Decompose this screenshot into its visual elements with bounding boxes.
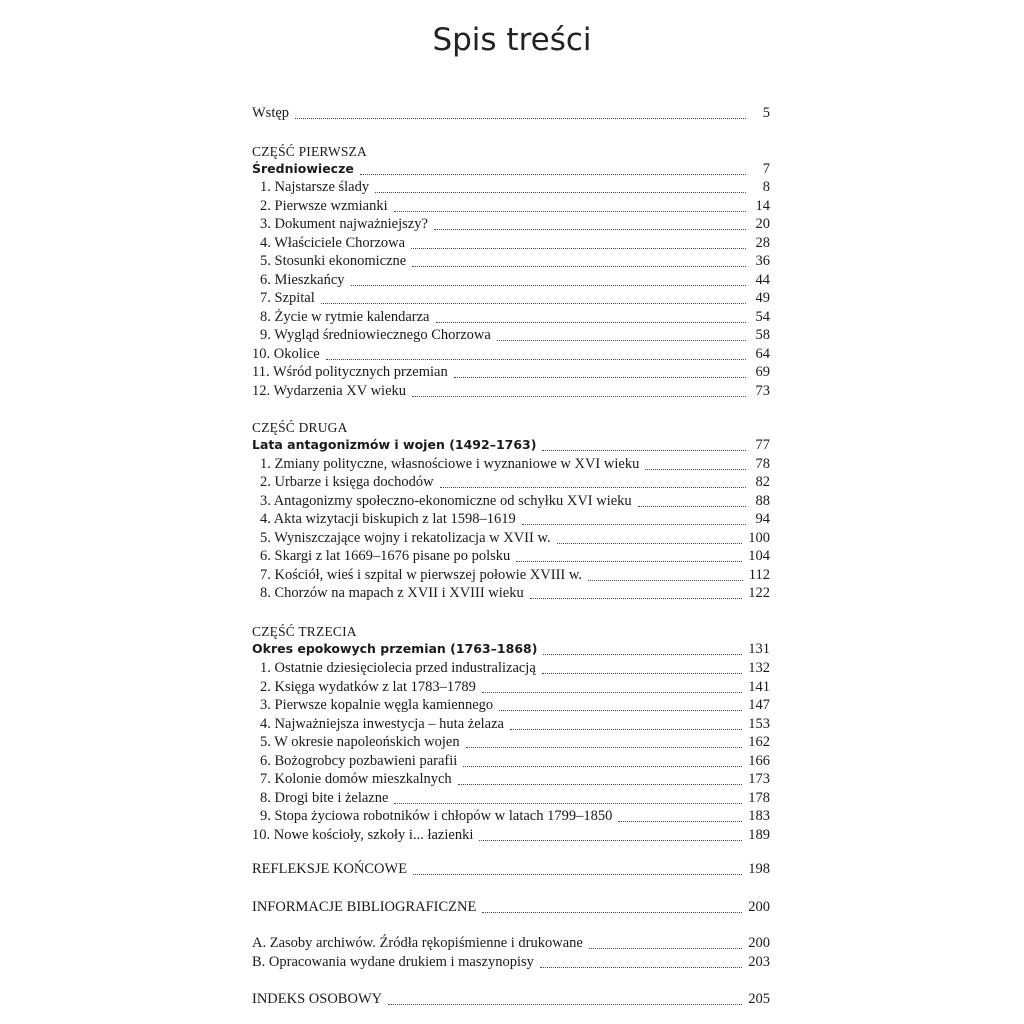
- dot-leader: [411, 248, 746, 249]
- toc-entry: [252, 694, 770, 714]
- page-number: 64: [755, 346, 770, 362]
- entry-label: 5. W okresie napoleońskich wojen: [260, 734, 460, 750]
- dot-leader: [394, 211, 746, 212]
- toc-entry: [252, 343, 770, 363]
- dot-leader: [436, 322, 747, 323]
- toc-entry: [252, 564, 770, 584]
- entry-label: 5. Stosunki ekonomiczne: [260, 253, 407, 269]
- page-number: 205: [748, 991, 770, 1007]
- entry-label: 4. Najważniejsza inwestycja – huta żelaza: [260, 716, 504, 732]
- page-number: 20: [755, 216, 770, 232]
- entry-label: 7. Kościół, wieś i szpital w pierwszej połowie XVIII w.: [260, 567, 583, 583]
- toc-entry: [252, 361, 770, 381]
- dot-leader: [482, 692, 742, 693]
- entry-label: 8. Chorzów na mapach z XVII i XVIII wieku: [260, 585, 524, 601]
- toc-entry: [252, 731, 770, 751]
- page-number: 183: [748, 808, 770, 824]
- toc-entry: [252, 306, 770, 326]
- toc-entry: [252, 232, 770, 252]
- page-number: 77: [755, 437, 770, 453]
- dot-leader: [618, 821, 742, 822]
- toc-entry: [252, 932, 770, 952]
- part-title: Lata antagonizmów i wojen (1492–1763): [252, 437, 537, 452]
- toc-entry: [252, 250, 770, 270]
- dot-leader: [434, 229, 746, 230]
- toc-entry: [252, 213, 770, 233]
- dot-leader: [321, 303, 746, 304]
- toc-entry: [252, 657, 770, 677]
- dot-leader: [295, 118, 746, 119]
- page-number: 132: [748, 660, 770, 676]
- dot-leader: [458, 784, 743, 785]
- part-heading: CZĘŚĆ DRUGA: [252, 420, 348, 435]
- part-title-row: [252, 638, 770, 658]
- toc-entry: [252, 768, 770, 788]
- entry-label: 9. Wygląd średniowiecznego Chorzowa: [260, 327, 491, 343]
- entry-label: 7. Kolonie domów mieszkalnych: [260, 771, 452, 787]
- page-number: 49: [755, 290, 770, 306]
- entry-label: 3. Antagonizmy społeczno-ekonomiczne od schyłku XVI wieku: [260, 493, 632, 509]
- dot-leader: [645, 469, 746, 470]
- page-number: 44: [755, 272, 770, 288]
- toc-entry: [252, 527, 770, 547]
- page-number: 58: [755, 327, 770, 343]
- dot-leader: [588, 580, 743, 581]
- dot-leader: [351, 285, 746, 286]
- toc-entry: [252, 676, 770, 696]
- entry-label: 1. Najstarsze ślady: [260, 179, 370, 195]
- page-number: 36: [755, 253, 770, 269]
- entry-label: 6. Mieszkańcy: [260, 272, 345, 288]
- page-number: 166: [748, 753, 770, 769]
- page-number: 141: [748, 679, 770, 695]
- page-number: 200: [748, 935, 770, 951]
- part-title-row: [252, 158, 770, 178]
- dot-leader: [454, 377, 746, 378]
- entry-label: REFLEKSJE KOŃCOWE: [252, 861, 408, 877]
- toc-entry: [252, 787, 770, 807]
- toc-entry: [252, 805, 770, 825]
- page-number: 189: [748, 827, 770, 843]
- entry-label: 8. Drogi bite i żelazne: [260, 790, 389, 806]
- toc-entry: [252, 490, 770, 510]
- dot-leader: [326, 359, 746, 360]
- dot-leader: [540, 967, 742, 968]
- dot-leader: [413, 874, 742, 875]
- dot-leader: [479, 840, 742, 841]
- toc-entry: [252, 750, 770, 770]
- entry-label: 2. Księga wydatków z lat 1783–1789: [260, 679, 476, 695]
- entry-label: 9. Stopa życiowa robotników i chłopów w latach 1799–1850: [260, 808, 613, 824]
- entry-label: B. Opracowania wydane drukiem i maszynopisy: [252, 954, 534, 970]
- entry-label: 12. Wydarzenia XV wieku: [252, 383, 407, 399]
- entry-label: INDEKS OSOBOWY: [252, 991, 383, 1007]
- dot-leader: [542, 673, 742, 674]
- entry-label: 10. Nowe kościoły, szkoły i... łazienki: [252, 827, 474, 843]
- page-number: 5: [762, 105, 770, 121]
- toc-entry-bibliography: [252, 896, 770, 916]
- entry-label: Wstęp: [252, 105, 290, 121]
- entry-label: 6. Bożogrobcy pozbawieni parafii: [260, 753, 458, 769]
- page-number: 153: [748, 716, 770, 732]
- part-title: Średniowiecze: [252, 161, 354, 176]
- entry-label: 8. Życie w rytmie kalendarza: [260, 309, 430, 325]
- toc-entry: [252, 713, 770, 733]
- entry-label: 3. Pierwsze kopalnie węgla kamiennego: [260, 697, 494, 713]
- dot-leader: [516, 561, 742, 562]
- page-number: 122: [748, 585, 770, 601]
- page-number: 73: [755, 383, 770, 399]
- page-number: 104: [748, 548, 770, 564]
- page-number: 8: [762, 179, 770, 195]
- part-title-row: [252, 434, 770, 454]
- dot-leader: [482, 912, 742, 913]
- entry-label: A. Zasoby archiwów. Źródła rękopiśmienne i drukowane: [252, 935, 583, 951]
- entry-label: 11. Wśród politycznych przemian: [252, 364, 448, 380]
- page-title: Spis treści: [432, 22, 592, 58]
- dot-leader: [542, 450, 746, 451]
- page-number: 94: [755, 511, 770, 527]
- dot-leader: [499, 710, 742, 711]
- toc-entry: [252, 287, 770, 307]
- dot-leader: [394, 803, 742, 804]
- dot-leader: [466, 747, 743, 748]
- part-title: Okres epokowych przemian (1763–1868): [252, 641, 538, 656]
- entry-label: 6. Skargi z lat 1669–1676 pisane po polsku: [260, 548, 511, 564]
- entry-label: 2. Pierwsze wzmianki: [260, 198, 388, 214]
- page-number: 14: [755, 198, 770, 214]
- page-number: 131: [748, 641, 770, 657]
- toc-entry: [252, 508, 770, 528]
- dot-leader: [440, 487, 746, 488]
- toc-entry: [252, 824, 770, 844]
- toc-entry-intro: [252, 102, 770, 122]
- dot-leader: [638, 506, 746, 507]
- part-heading: CZĘŚĆ PIERWSZA: [252, 144, 367, 159]
- entry-label: 4. Akta wizytacji biskupich z lat 1598–1619: [260, 511, 516, 527]
- dot-leader: [530, 598, 743, 599]
- page-number: 82: [755, 474, 770, 490]
- entry-label: 3. Dokument najważniejszy?: [260, 216, 428, 232]
- entry-label: 7. Szpital: [260, 290, 315, 306]
- page-number: 88: [755, 493, 770, 509]
- page-number: 69: [755, 364, 770, 380]
- page-number: 200: [748, 899, 770, 915]
- toc-entry: [252, 582, 770, 602]
- dot-leader: [463, 766, 742, 767]
- page-number: 178: [748, 790, 770, 806]
- toc-entry: [252, 453, 770, 473]
- entry-label: 4. Właściciele Chorzowa: [260, 235, 406, 251]
- toc-entry: [252, 195, 770, 215]
- toc-entry-index: [252, 988, 770, 1008]
- entry-label: 2. Urbarze i księga dochodów: [260, 474, 434, 490]
- dot-leader: [360, 174, 746, 175]
- entry-label: 10. Okolice: [252, 346, 320, 362]
- dot-leader: [412, 396, 746, 397]
- page-number: 112: [748, 567, 770, 583]
- dot-leader: [589, 948, 742, 949]
- page-number: 28: [755, 235, 770, 251]
- entry-label: 1. Ostatnie dziesięciolecia przed industralizacją: [260, 660, 536, 676]
- toc-entry: [252, 545, 770, 565]
- dot-leader: [510, 729, 742, 730]
- toc-entry: [252, 269, 770, 289]
- entry-label: 1. Zmiany polityczne, własnościowe i wyznaniowe w XVI wieku: [260, 456, 640, 472]
- dot-leader: [543, 654, 742, 655]
- page-number: 203: [748, 954, 770, 970]
- dot-leader: [522, 524, 746, 525]
- dot-leader: [557, 543, 743, 544]
- dot-leader: [412, 266, 746, 267]
- toc-entry-closing: [252, 858, 770, 878]
- page-number: 100: [748, 530, 770, 546]
- entry-label: 5. Wyniszczające wojny i rekatolizacja w XVII w.: [260, 530, 551, 546]
- page-number: 173: [748, 771, 770, 787]
- toc-entry: [252, 471, 770, 491]
- dot-leader: [388, 1004, 742, 1005]
- page-number: 162: [748, 734, 770, 750]
- entry-label: INFORMACJE BIBLIOGRAFICZNE: [252, 899, 477, 915]
- part-heading: CZĘŚĆ TRZECIA: [252, 624, 357, 639]
- toc-entry: [252, 380, 770, 400]
- page-number: 54: [755, 309, 770, 325]
- toc-entry: [252, 176, 770, 196]
- page-number: 198: [748, 861, 770, 877]
- page-number: 78: [755, 456, 770, 472]
- dot-leader: [497, 340, 746, 341]
- dot-leader: [375, 192, 746, 193]
- page-number: 147: [748, 697, 770, 713]
- toc-entry: [252, 951, 770, 971]
- page-number: 7: [762, 161, 770, 177]
- toc-entry: [252, 324, 770, 344]
